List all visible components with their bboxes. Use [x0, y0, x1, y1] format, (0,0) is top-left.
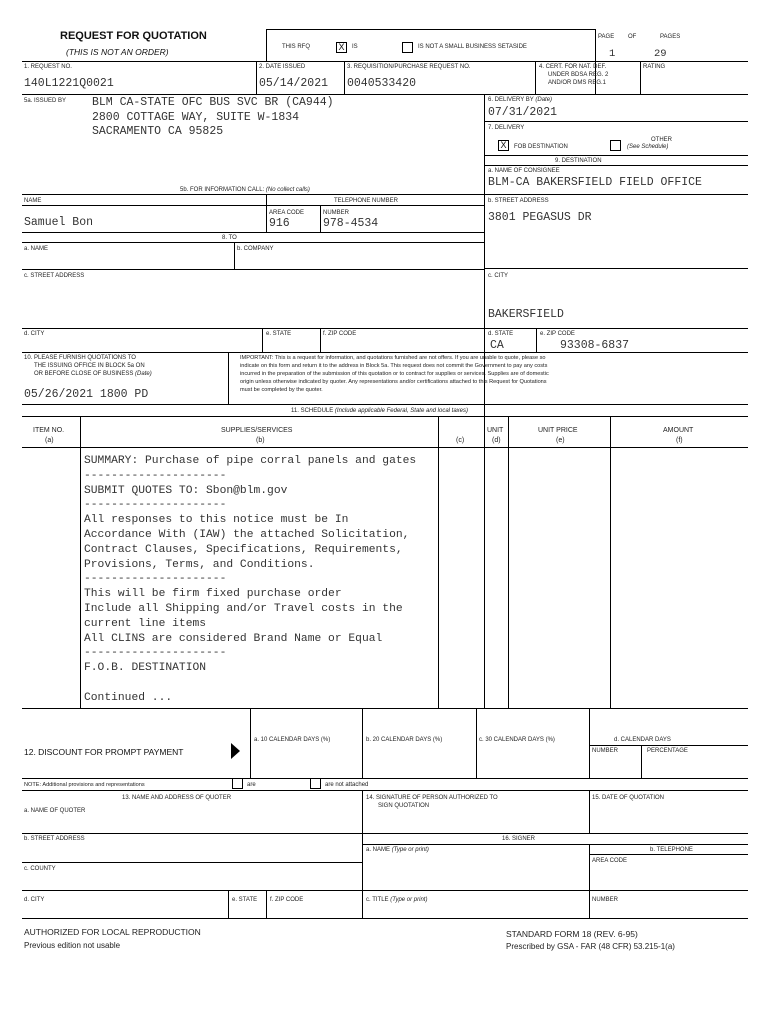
other-sub-label: (See Schedule): [627, 144, 669, 150]
page-label: PAGE: [598, 34, 615, 40]
important-3: incurred in the preparation of the submission of this quotation or to contract for supplies or services. Supplies are of domestic: [240, 371, 549, 377]
rule: [362, 890, 748, 891]
rule: [262, 328, 263, 352]
consignee-name: BLM-CA BAKERSFIELD FIELD OFFICE: [488, 176, 702, 189]
form-title: REQUEST FOR QUOTATION: [60, 30, 207, 42]
fob-destination-checkbox[interactable]: X: [498, 140, 509, 151]
area-code: 916: [269, 217, 290, 230]
rule: [22, 918, 748, 919]
rule: [589, 844, 590, 918]
is-not-label: IS NOT A SMALL BUSINESS SETASIDE: [418, 44, 527, 50]
rule: [22, 328, 484, 329]
rule: [535, 61, 536, 94]
quoter-name-label: a. NAME OF QUOTER: [24, 808, 86, 814]
discount-days-label: d. CALENDAR DAYS: [614, 737, 671, 743]
footer-reproduction: AUTHORIZED FOR LOCAL REPRODUCTION: [24, 927, 201, 937]
issued-by-line2: 2800 COTTAGE WAY, SUITE W-1834: [92, 111, 300, 124]
rule: [22, 833, 748, 834]
cert-label-2: UNDER BDSA REG. 2: [548, 72, 609, 78]
rule: [266, 29, 267, 61]
col-unit-price: UNIT PRICE: [538, 427, 578, 434]
to-state-label: e. STATE: [266, 331, 292, 337]
small-business-is-checkbox[interactable]: X: [336, 42, 347, 53]
cert-label: 4. CERT. FOR NAT. DEF.: [539, 64, 607, 70]
delivery-by-date[interactable]: 07/31/2021: [488, 106, 558, 119]
small-business-is-not-checkbox[interactable]: [402, 42, 413, 53]
rule: [22, 416, 748, 417]
delivery-by-label: 6. DELIVERY BY (Date): [488, 97, 553, 103]
are-label: are: [247, 782, 256, 788]
dest-city-label: c. CITY: [488, 273, 509, 279]
requisition-label: 3. REQUISITION/PURCHASE REQUEST NO.: [347, 64, 471, 70]
this-rfq-label: THIS RFQ: [282, 44, 310, 50]
important-2: indicate on this form and return it to the address in Block 5a. This request does not commit the Government to pay any costs: [240, 363, 548, 369]
rule: [22, 708, 748, 709]
furnish-label-2: THE ISSUING OFFICE IN BLOCK 5a ON: [34, 363, 145, 369]
telephone-label: TELEPHONE NUMBER: [334, 198, 399, 204]
of-label: OF: [628, 34, 637, 40]
form-subtitle: (THIS IS NOT AN ORDER): [66, 47, 169, 57]
discount-number-label: NUMBER: [592, 748, 619, 754]
rule: [22, 269, 484, 270]
signer-area-code-label: AREA CODE: [592, 858, 628, 864]
footer-form-number: STANDARD FORM 18 (REV. 6-95): [506, 929, 638, 939]
rule: [362, 844, 748, 845]
quoter-state-label: e. STATE: [232, 897, 258, 903]
col-quantity-sub: (c): [456, 437, 465, 444]
rule: [344, 61, 345, 94]
rule: [484, 416, 485, 708]
issued-by-line1: BLM CA-STATE OFC BUS SVC BR (CA944): [92, 96, 334, 109]
rule: [250, 708, 251, 778]
delivery-label: 7. DELIVERY: [488, 125, 525, 131]
fob-destination-label: FOB DESTINATION: [514, 144, 568, 150]
phone-number: 978-4534: [323, 217, 379, 230]
col-unit-sub: (d): [492, 437, 501, 444]
rule: [640, 61, 641, 94]
note-text: NOTE: Additional provisions and representations: [24, 782, 145, 788]
issued-by-label: 5a. ISSUED BY: [24, 98, 67, 104]
signer-telephone-label: b. TELEPHONE: [650, 847, 693, 853]
supplies-description: SUMMARY: Purchase of pipe corral panels and gates --------------------- SUBMIT QUOTES TO: Sbon@blm.gov --------------------- All responses to this notice must be In Accordance With (IAW) the attached Solicitation, Contract Clauses, Specifications, Requirements, Provisions, Terms, and Conditions. --------------------- This will be firm fixed purchase order Include all Shipping and/or Travel costs in the current line items All CLINS are considered Brand Name or Equal --------------------- F.O.B. DESTINATION Continued ...: [84, 455, 417, 704]
area-code-label: AREA CODE: [269, 210, 305, 216]
discount-label: 12. DISCOUNT FOR PROMPT PAYMENT: [24, 747, 184, 757]
quoter-zip-label: f. ZIP CODE: [270, 897, 304, 903]
rule: [22, 447, 748, 448]
dest-street: 3801 PEGASUS DR: [488, 211, 592, 224]
rating-label: RATING: [643, 64, 666, 70]
quoter-title: 13. NAME AND ADDRESS OF QUOTER: [122, 795, 232, 801]
quote-due-date[interactable]: 05/26/2021 1800 PD: [24, 388, 149, 401]
discount-percentage-label: PERCENTAGE: [647, 748, 688, 754]
dest-zip: 93308-6837: [560, 339, 630, 352]
rule: [22, 194, 484, 195]
signer-label: 16. SIGNER: [502, 836, 536, 842]
to-company-label: b. COMPANY: [237, 246, 274, 252]
quoter-city-label: d. CITY: [24, 897, 45, 903]
signer-title-label: c. TITLE (Type or print): [366, 897, 428, 903]
quotation-date-label: 15. DATE OF QUOTATION: [592, 795, 665, 801]
requisition-no[interactable]: 0040533420: [347, 77, 417, 90]
quoter-street-label: b. STREET ADDRESS: [24, 836, 85, 842]
discount-30-label: c. 30 CALENDAR DAYS (%): [479, 737, 555, 743]
rule: [320, 328, 321, 352]
col-item: ITEM NO.: [33, 427, 65, 434]
page-number: 1: [609, 48, 616, 60]
rule: [22, 790, 748, 791]
dest-street-label: b. STREET ADDRESS: [488, 198, 549, 204]
request-no[interactable]: 140L1221Q0021: [24, 77, 114, 90]
discount-10-label: a. 10 CALENDAR DAYS (%): [254, 737, 331, 743]
to-street-label: c. STREET ADDRESS: [24, 273, 85, 279]
col-item-sub: (a): [45, 437, 54, 444]
other-delivery-checkbox[interactable]: [610, 140, 621, 151]
rule: [484, 194, 748, 195]
rule: [22, 778, 748, 779]
important-4: origin unless otherwise indicated by quoter. Any representations and/or certifications attached to this Request for Quotations: [240, 379, 547, 385]
rule: [362, 790, 363, 918]
quoter-county-label: c. COUNTY: [24, 866, 56, 872]
important-5: must be completed by the quoter.: [240, 387, 323, 393]
footer-previous-edition: Previous edition not usable: [24, 941, 121, 950]
are-not-label: are not attached: [325, 782, 369, 788]
rule: [266, 29, 595, 30]
to-city-label: d. CITY: [24, 331, 45, 337]
provisions-are-not-checkbox[interactable]: [310, 778, 321, 789]
provisions-are-checkbox[interactable]: [232, 778, 243, 789]
rule: [320, 205, 321, 232]
rule: [22, 352, 748, 353]
contact-name-label: NAME: [24, 198, 42, 204]
rule: [476, 708, 477, 778]
col-unit-price-sub: (e): [556, 437, 565, 444]
dest-city: BAKERSFIELD: [488, 308, 564, 321]
cert-label-3: AND/OR DMS REG.1: [548, 80, 607, 86]
rule: [589, 854, 748, 855]
destination-label: 9. DESTINATION: [555, 158, 602, 164]
rule: [22, 242, 484, 243]
signature-label-2: SIGN QUOTATION: [378, 803, 430, 809]
date-issued[interactable]: 05/14/2021: [259, 77, 329, 90]
rule: [228, 890, 229, 918]
rule: [589, 745, 748, 746]
arrow-right-icon: [231, 743, 240, 759]
date-issued-label: 2. DATE ISSUED: [259, 64, 306, 70]
rule: [22, 232, 484, 233]
signer-name-label: a. NAME (Type or print): [366, 847, 429, 853]
consignee-label: a. NAME OF CONSIGNEE: [488, 168, 560, 174]
page-count: 29: [654, 48, 667, 60]
rule: [22, 890, 362, 891]
phone-number-label: NUMBER: [323, 210, 350, 216]
dest-state-label: d. STATE: [488, 331, 514, 337]
rule: [362, 708, 363, 778]
rule: [484, 155, 748, 156]
col-unit: UNIT: [487, 427, 504, 434]
rule: [256, 61, 257, 94]
rule: [228, 352, 229, 404]
to-label: 8. TO: [222, 235, 237, 241]
dest-zip-label: e. ZIP CODE: [540, 331, 575, 337]
to-zip-label: f. ZIP CODE: [323, 331, 357, 337]
rule: [641, 745, 642, 778]
rule: [484, 121, 748, 122]
rule: [22, 205, 484, 206]
footer-prescribed: Prescribed by GSA - FAR (48 CFR) 53.215-1(a): [506, 942, 675, 951]
col-amount-sub: (f): [676, 437, 683, 444]
rule: [589, 708, 590, 778]
rule: [266, 890, 267, 918]
rule: [610, 416, 611, 708]
col-supplies-sub: (b): [256, 437, 265, 444]
request-no-label: 1. REQUEST NO.: [24, 64, 72, 70]
signature-label-1: 14. SIGNATURE OF PERSON AUTHORIZED TO: [366, 795, 498, 801]
pages-label: PAGES: [660, 34, 681, 40]
other-label: OTHER: [651, 137, 672, 143]
schedule-title: 11. SCHEDULE (Include applicable Federal, State and local taxes): [291, 408, 468, 414]
rule: [22, 862, 362, 863]
signer-number-label: NUMBER: [592, 897, 619, 903]
info-call-label: 5b. FOR INFORMATION CALL: (No collect calls): [180, 187, 310, 193]
important-1: IMPORTANT: This is a request for information, and quotations furnished are not offers. If you are unable to quote, please so: [240, 355, 546, 361]
is-label: IS: [352, 44, 358, 50]
rule: [234, 242, 235, 269]
furnish-label-3: OR BEFORE CLOSE OF BUSINESS (Date): [34, 371, 152, 377]
contact-name: Samuel Bon: [24, 216, 94, 229]
rule: [266, 194, 267, 232]
furnish-label-1: 10. PLEASE FURNISH QUOTATIONS TO: [24, 355, 136, 361]
discount-20-label: b. 20 CALENDAR DAYS (%): [366, 737, 443, 743]
rule: [80, 416, 81, 708]
rule: [484, 268, 748, 269]
rule: [22, 94, 748, 95]
rule: [484, 165, 748, 166]
rule: [484, 328, 748, 329]
rule: [22, 404, 748, 405]
issued-by-line3: SACRAMENTO CA 95825: [92, 125, 224, 138]
rule: [536, 328, 537, 352]
to-name-label: a. NAME: [24, 246, 49, 252]
col-amount: AMOUNT: [663, 427, 694, 434]
dest-state: CA: [490, 339, 504, 352]
rule: [508, 416, 509, 708]
rule: [589, 790, 590, 833]
col-supplies: SUPPLIES/SERVICES: [221, 427, 293, 434]
